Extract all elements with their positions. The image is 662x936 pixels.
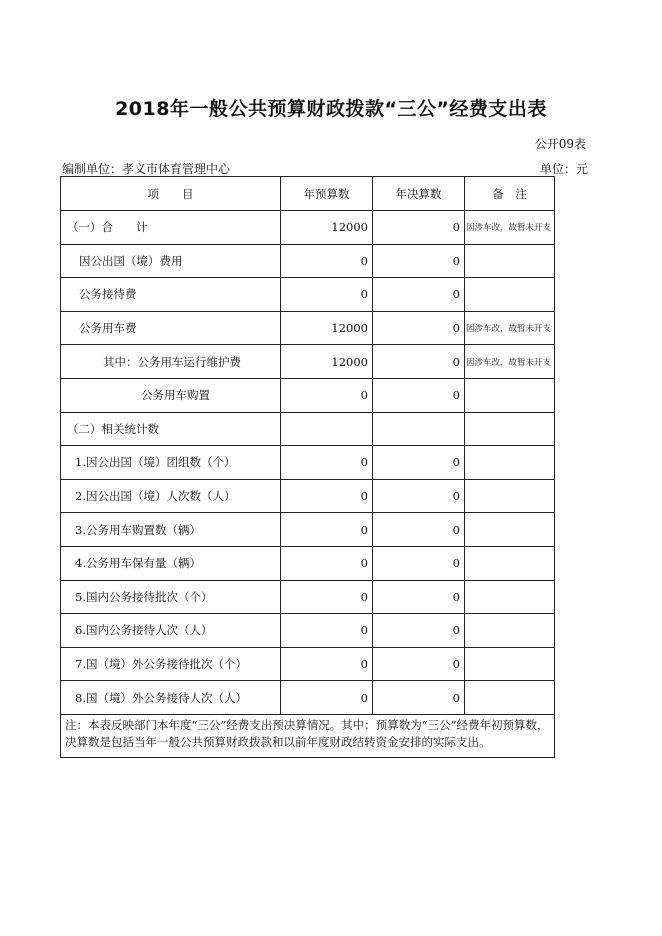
row-final: 0 — [373, 446, 465, 480]
row-item: 3.公务用车购置数（辆） — [61, 513, 281, 547]
row-final: 0 — [373, 311, 465, 345]
table-row — [61, 479, 555, 513]
table-row — [61, 647, 555, 681]
table-row — [61, 412, 555, 446]
row-note: 因涉车改，故暂未开支 — [465, 345, 555, 379]
row-item: （一）合 计 — [61, 211, 281, 245]
row-budget: 0 — [281, 446, 373, 480]
row-note — [465, 278, 555, 312]
row-final: 0 — [373, 647, 465, 681]
table-row — [61, 681, 555, 715]
row-item: 7.国（境）外公务接待批次（个） — [61, 647, 281, 681]
row-final: 0 — [373, 479, 465, 513]
row-note — [465, 446, 555, 480]
row-budget: 0 — [281, 513, 373, 547]
header-item: 项 目 — [61, 177, 281, 211]
row-budget: 0 — [281, 278, 373, 312]
header-note: 备 注 — [465, 177, 555, 211]
table-row — [61, 580, 555, 614]
row-final: 0 — [373, 345, 465, 379]
row-item: （二）相关统计数 — [61, 412, 281, 446]
row-budget: 0 — [281, 378, 373, 412]
row-final: 0 — [373, 278, 465, 312]
table-row — [61, 244, 555, 278]
row-note: 因涉车改，故暂未开支 — [465, 311, 555, 345]
footnote-row — [61, 714, 555, 757]
table-row — [61, 446, 555, 480]
table-row — [61, 378, 555, 412]
row-item: 6.国内公务接待人次（人） — [61, 614, 281, 648]
row-note — [465, 681, 555, 715]
org-label: 编制单位：孝义市体育管理中心 — [62, 162, 231, 176]
row-budget: 0 — [281, 479, 373, 513]
row-item: 公务用车费 — [61, 311, 281, 345]
row-final: 0 — [373, 244, 465, 278]
row-item: 公务接待费 — [61, 278, 281, 312]
row-item: 2.因公出国（境）人次数（人） — [61, 479, 281, 513]
row-budget: 0 — [281, 614, 373, 648]
header-budget: 年预算数 — [281, 177, 373, 211]
table-header-row — [61, 177, 555, 211]
row-budget: 0 — [281, 244, 373, 278]
row-final: 0 — [373, 580, 465, 614]
table-row — [61, 614, 555, 648]
table-row — [61, 278, 555, 312]
row-item: 其中：公务用车运行维护费 — [61, 345, 281, 379]
row-budget: 0 — [281, 647, 373, 681]
row-note: 因涉车改，故暂未开支 — [465, 211, 555, 245]
row-budget: 0 — [281, 546, 373, 580]
row-note — [465, 580, 555, 614]
row-note — [465, 614, 555, 648]
row-note — [465, 513, 555, 547]
row-final: 0 — [373, 378, 465, 412]
table-row — [61, 311, 555, 345]
row-item: 5.国内公务接待批次（个） — [61, 580, 281, 614]
row-note — [465, 244, 555, 278]
table-row — [61, 345, 555, 379]
row-note — [465, 479, 555, 513]
table-row — [61, 211, 555, 245]
row-item: 8.国（境）外公务接待人次（人） — [61, 681, 281, 715]
row-budget: 12000 — [281, 311, 373, 345]
row-budget: 0 — [281, 580, 373, 614]
footnote-text: 注：本表反映部门本年度“三公”经费支出预决算情况。其中：预算数为“三公”经费年初预算数，决算数是包括当年一般公共预算财政拨款和以前年度财政结转资金安排的实际支出。 — [61, 714, 555, 757]
row-budget — [281, 412, 373, 446]
row-budget: 0 — [281, 681, 373, 715]
row-item: 1.因公出国（境）团组数（个） — [61, 446, 281, 480]
table-row — [61, 513, 555, 547]
header-final: 年决算数 — [373, 177, 465, 211]
row-note — [465, 412, 555, 446]
row-item: 因公出国（境）费用 — [61, 244, 281, 278]
expense-table — [60, 176, 555, 758]
row-final: 0 — [373, 681, 465, 715]
unit-label: 单位：元 — [539, 162, 588, 176]
row-item: 4.公务用车保有量（辆） — [61, 546, 281, 580]
page-title: 2018年一般公共预算财政拨款“三公”经费支出表 — [115, 98, 547, 120]
table-row — [61, 546, 555, 580]
row-final: 0 — [373, 614, 465, 648]
form-code: 公开09表 — [534, 137, 586, 151]
row-note — [465, 378, 555, 412]
row-note — [465, 546, 555, 580]
row-item: 公务用车购置 — [61, 378, 281, 412]
row-budget: 12000 — [281, 345, 373, 379]
row-final: 0 — [373, 546, 465, 580]
row-final — [373, 412, 465, 446]
row-note — [465, 647, 555, 681]
row-final: 0 — [373, 513, 465, 547]
row-budget: 12000 — [281, 211, 373, 245]
row-final: 0 — [373, 211, 465, 245]
